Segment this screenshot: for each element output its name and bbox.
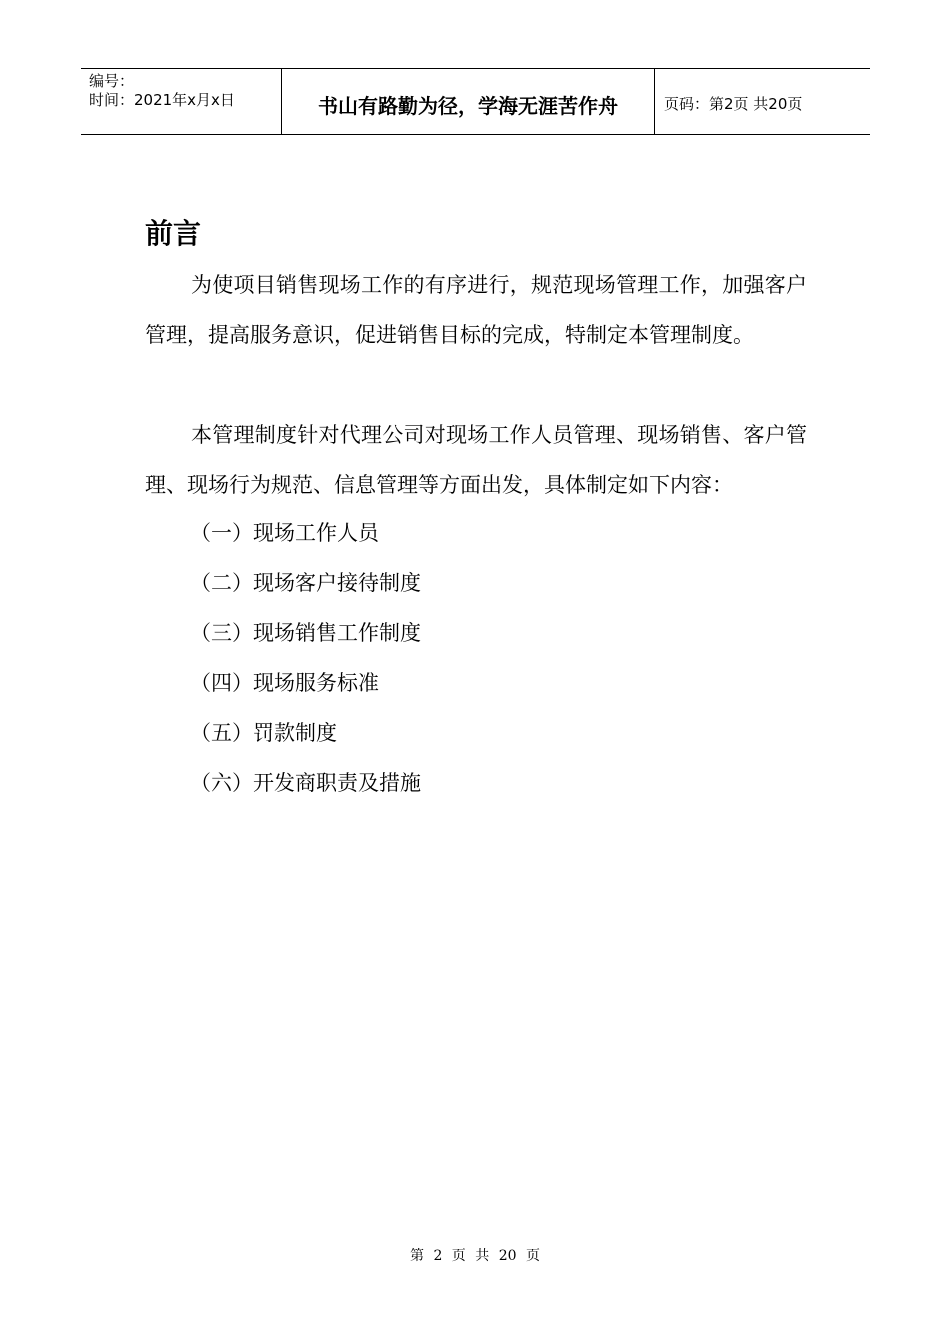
page-title: 前言 <box>145 217 202 250</box>
list-item: （一）现场工作人员 <box>190 521 379 545</box>
document-number-label: 编号： <box>89 72 135 90</box>
list-item: （三）现场销售工作制度 <box>190 621 421 645</box>
header-meta-cell <box>81 69 282 134</box>
header-page-code: 页码：第2页 共20页 <box>664 95 803 113</box>
page-header <box>81 68 870 135</box>
list-item: （六）开发商职责及措施 <box>190 771 421 795</box>
list-item: （四）现场服务标准 <box>190 671 379 695</box>
list-item: （五）罚款制度 <box>190 721 337 745</box>
document-time-label: 时间：2021年x月x日 <box>89 91 235 109</box>
contents-list <box>190 508 421 808</box>
header-motto: 书山有路勤为径，学海无涯苦作舟 <box>282 69 655 134</box>
scope-paragraph: 本管理制度针对代理公司对现场工作人员管理、现场销售、客户管理、现场行为规范、信息管理等方面出发，具体制定如下内容： <box>145 423 807 497</box>
page-footer-number: 第 2 页 共 20 页 <box>410 1248 540 1264</box>
list-item: （二）现场客户接待制度 <box>190 571 421 595</box>
intro-paragraph: 为使项目销售现场工作的有序进行，规范现场管理工作，加强客户管理，提高服务意识，促进销售目标的完成，特制定本管理制度。 <box>145 273 807 347</box>
